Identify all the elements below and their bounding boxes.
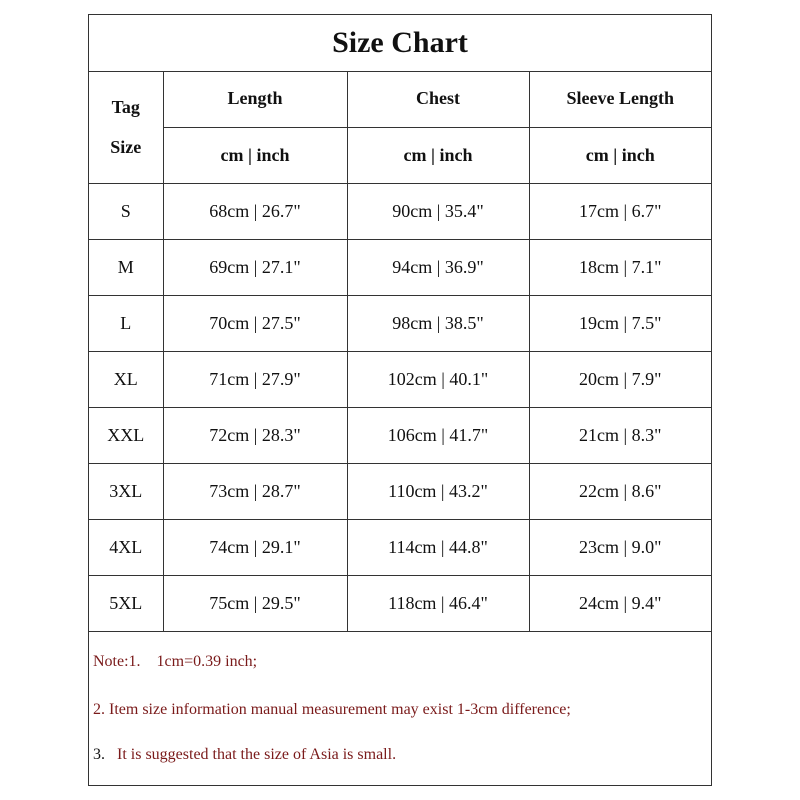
sleeve-cell: 17cm | 6.7" — [529, 183, 711, 239]
length-cell: 68cm | 26.7" — [163, 183, 347, 239]
size-cell: XL — [89, 351, 163, 407]
note-1-label: Note:1. — [93, 653, 141, 670]
table-row — [89, 519, 711, 575]
chart-title: Size Chart — [89, 15, 711, 72]
table-row — [89, 463, 711, 519]
size-table — [89, 72, 711, 632]
unit-header-sleeve: cm | inch — [529, 127, 711, 183]
chest-cell: 98cm | 38.5" — [347, 295, 529, 351]
tag-size-header — [89, 72, 163, 183]
unit-header-chest: cm | inch — [347, 127, 529, 183]
chest-cell: 90cm | 35.4" — [347, 183, 529, 239]
table-row — [89, 239, 711, 295]
note-3-text: It is suggested that the size of Asia is small. — [117, 746, 397, 763]
table-row — [89, 407, 711, 463]
note-3-number: 3. — [93, 746, 105, 763]
table-row — [89, 351, 711, 407]
size-cell: 5XL — [89, 575, 163, 631]
length-cell: 73cm | 28.7" — [163, 463, 347, 519]
length-cell: 72cm | 28.3" — [163, 407, 347, 463]
length-cell: 75cm | 29.5" — [163, 575, 347, 631]
unit-header-length: cm | inch — [163, 127, 347, 183]
size-cell: XXL — [89, 407, 163, 463]
note-3 — [93, 746, 396, 764]
tag-label: Tag — [111, 97, 140, 118]
sleeve-cell: 22cm | 8.6" — [529, 463, 711, 519]
chest-cell: 94cm | 36.9" — [347, 239, 529, 295]
chest-cell: 106cm | 41.7" — [347, 407, 529, 463]
size-cell: 3XL — [89, 463, 163, 519]
size-cell: L — [89, 295, 163, 351]
length-cell: 70cm | 27.5" — [163, 295, 347, 351]
length-cell: 71cm | 27.9" — [163, 351, 347, 407]
length-cell: 74cm | 29.1" — [163, 519, 347, 575]
note-1-text: 1cm=0.39 inch; — [156, 653, 258, 670]
note-1 — [93, 653, 257, 671]
sleeve-cell: 18cm | 7.1" — [529, 239, 711, 295]
size-chart-frame — [88, 14, 712, 786]
size-cell: M — [89, 239, 163, 295]
column-header-sleeve-length: Sleeve Length — [529, 72, 711, 127]
note-2: 2. Item size information manual measurement may exist 1-3cm difference; — [93, 701, 571, 718]
sleeve-cell: 23cm | 9.0" — [529, 519, 711, 575]
table-row — [89, 575, 711, 631]
chest-cell: 110cm | 43.2" — [347, 463, 529, 519]
header-row-units — [89, 127, 711, 183]
size-label: Size — [110, 137, 142, 158]
column-header-chest: Chest — [347, 72, 529, 127]
table-row — [89, 183, 711, 239]
sleeve-cell: 21cm | 8.3" — [529, 407, 711, 463]
table-row — [89, 295, 711, 351]
size-cell: S — [89, 183, 163, 239]
column-header-length: Length — [163, 72, 347, 127]
chest-cell: 114cm | 44.8" — [347, 519, 529, 575]
length-cell: 69cm | 27.1" — [163, 239, 347, 295]
chest-cell: 118cm | 46.4" — [347, 575, 529, 631]
chest-cell: 102cm | 40.1" — [347, 351, 529, 407]
sleeve-cell: 20cm | 7.9" — [529, 351, 711, 407]
sleeve-cell: 19cm | 7.5" — [529, 295, 711, 351]
size-cell: 4XL — [89, 519, 163, 575]
sleeve-cell: 24cm | 9.4" — [529, 575, 711, 631]
header-row-labels — [89, 72, 711, 127]
